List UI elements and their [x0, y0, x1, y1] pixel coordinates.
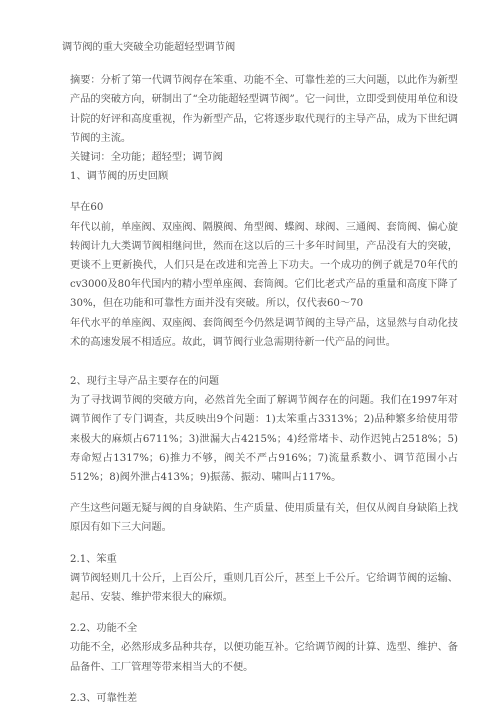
document-title: 调节阀的重大突破全功能超轻型调节阀	[62, 42, 236, 53]
section-2-paragraph-2: 产生这些问题无疑与阀的自身缺陷、生产质量、使用质量有关，但仅从阀自身缺陷上找原因有如下三大问题。	[70, 503, 458, 534]
section-2-1-heading: 2.1、笨重	[70, 553, 117, 565]
section-1-paragraph-2: 年代水平的单座阀、双座阀、套筒阀至今仍然是调节阀的主导产品，这显然与自动化技术的高速发展不相适应。故此，调节阀行业急需期待新一代产品的问世。	[70, 317, 458, 348]
section-2-1-paragraph: 调节阀轻则几十公斤，上百公斤，重则几百公斤，甚至上千公斤。它给调节阀的运输、起吊、安装、维护带来很大的麻烦。	[70, 572, 458, 604]
section-2-2-heading: 2.2、功能不全	[70, 623, 138, 635]
section-1-heading: 1、调节阀的历史回顾	[70, 171, 169, 183]
section-1-paragraph-1: 年代以前，单座阀、双座阀、隔膜阀、角型阀、蝶阀、球阀、三通阀、套筒阀、偏心旋转阀计九大类调节阀相继问世，然而在这以后的三十多年时间里，产品没有大的突破，更谈不上更新换代，人们只是在改进和完善上下功夫。一个成功的例子就是70年代的cv3000及80年代国内的精小型单座阀、套筒阀。它们比老式产品的重量和高度下降了30%，但在功能和可靠性方面并没有突破。所以，仅代表60～70	[70, 221, 458, 310]
section-1-line-1: 早在60	[70, 202, 104, 214]
keywords-line: 关键词：全功能；超轻型；调节阀	[70, 152, 223, 164]
abstract-paragraph: 摘要：分析了第一代调节阀存在笨重、功能不全、可靠性差的三大问题，以此作为新型产品的突破方向，研制出了“全功能超轻型调节阀”。它一问世，立即受到使用单位和设计院的好评和高度重视，作为新型产品，它将逐步取代现行的主导产品，成为下世纪调节阀的主流。	[70, 75, 458, 144]
section-2-3-heading: 2.3、可靠性差	[70, 692, 138, 704]
document-body	[62, 38, 458, 708]
section-2-heading: 2、现行主导产品主要存在的问题	[70, 376, 220, 388]
section-2-paragraph-1: 为了寻找调节阀的突破方向，必然首先全面了解调节阀存在的问题。我们在1997年对调节阀作了专门调查，共反映出9个问题：1)太笨重占3313%；2)品种繁多给使用带来极大的麻烦占6711%；3)泄漏大占4215%；4)经常堵卡、动作迟钝占2518%；5)寿命短占1317%；6)推力不够，阀关不严占916%；7)流量系数小、调节范围小占512%；8)阀外泄占413%；9)振荡、振动、啸叫占117%。	[70, 395, 458, 484]
section-2-2-paragraph: 功能不全，必然形成多品种共存，以便功能互补。它给调节阀的计算、选型、维护、备品备件、工厂管理等带来相当大的不便。	[70, 642, 458, 673]
